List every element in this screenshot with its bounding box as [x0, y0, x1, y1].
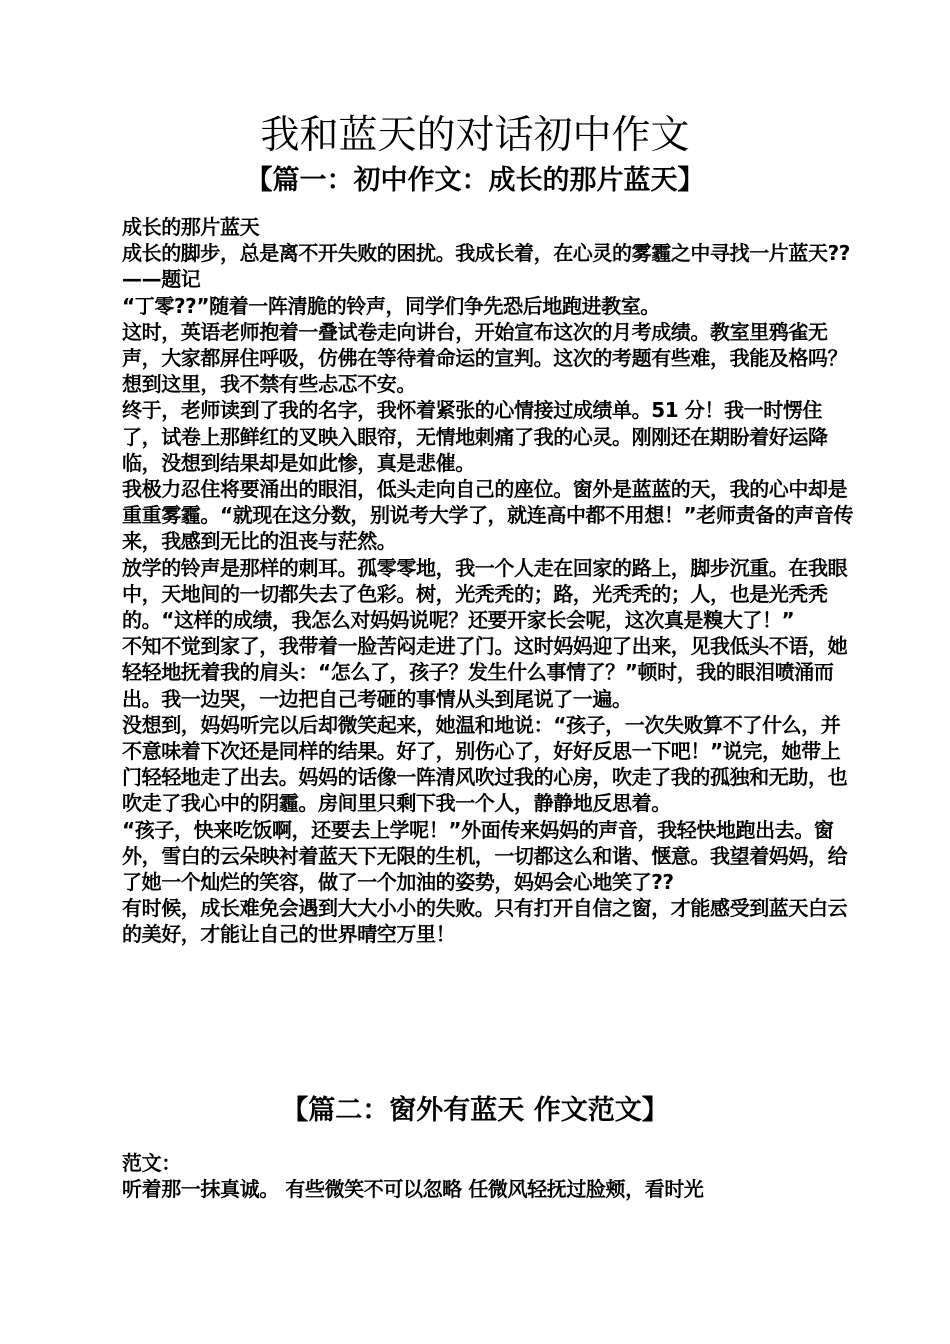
paragraph: “孩子，快来吃饭啊，还要去上学呢！”外面传来妈妈的声音，我轻快地跑出去。窗外，雪白的云朵映衬着蓝天下无限的生机，一切都这么和谐、惬意。我望着妈妈，给了她一个灿烂的笑容，做了一个加油的姿势，妈妈会心地笑了??	[122, 817, 848, 895]
essay-subtitle: 成长的那片蓝天	[122, 215, 260, 239]
paragraph: 放学的铃声是那样的刺耳。孤零零地，我一个人走在回家的路上，脚步沉重。在我眼中，天地间的一切都失去了色彩。树，光秃秃的；路，光秃秃的；人，也是光秃秃的。“这样的成绩，我怎么对妈妈说呢？还要开家长会呢，这次真是糗大了！”	[122, 555, 848, 633]
paragraph: 成长的脚步，总是离不开失败的困扰。我成长着，在心灵的雾霾之中寻找一片蓝天?? ——题记	[122, 241, 851, 292]
document-title: 我和蓝天的对话初中作文	[260, 113, 690, 158]
paragraph: 终于，老师读到了我的名字，我怀着紧张的心情接过成绩单。51 分！我一时愣住了，试卷上那鲜红的叉映入眼帘，无情地刺痛了我的心灵。刚刚还在期盼着好运降临，没想到结果却是如此惨，真是悲催。	[122, 398, 828, 475]
paragraph: 范文：	[122, 1151, 181, 1175]
section-1-body	[116, 214, 856, 948]
section-heading-1: 【篇一：初中作文：成长的那片蓝天】	[245, 165, 705, 196]
paragraph: 没想到，妈妈听完以后却微笑起来，她温和地说：“孩子，一次失败算不了什么，并不意味着下次还是同样的结果。好了，别伤心了，好好反思一下吧！”说完，她带上门轻轻地走了出去。妈妈的话像一阵清风吹过我的心房，吹走了我的孤独和无助，也吹走了我心中的阴霾。房间里只剩下我一个人，静静地反思着。	[122, 712, 848, 816]
paragraph: 有时候，成长难免会遇到大大小小的失败。只有打开自信之窗，才能感受到蓝天白云的美好，才能让自己的世界晴空万里！	[122, 896, 848, 947]
paragraph: “丁零??”随着一阵清脆的铃声，同学们争先恐后地跑进教室。	[122, 293, 660, 318]
paragraph: 这时，英语老师抱着一叠试卷走向讲台，开始宣布这次的月考成绩。教室里鸦雀无声，大家都屏住呼吸，仿佛在等待着命运的宣判。这次的考题有些难，我能及格吗？想到这里，我不禁有些忐忑不安。	[122, 319, 848, 397]
section-2-body	[116, 1150, 856, 1202]
paragraph: 不知不觉到家了，我带着一脸苦闷走进了门。这时妈妈迎了出来，见我低头不语，她轻轻地抚着我的肩头：“怎么了，孩子？发生什么事情了？”顿时，我的眼泪喷涌而出。我一边哭，一边把自己考砸的事情从头到尾说了一遍。	[122, 634, 848, 711]
paragraph: 我极力忍住将要涌出的眼泪，低头走向自己的座位。窗外是蓝蓝的天，我的心中却是重重雾霾。“就现在这分数，别说考大学了，就连高中都不用想！”老师责备的声音传来，我感到无比的沮丧与茫然。	[122, 477, 854, 554]
section-heading-2: 【篇二：窗外有蓝天 作文范文】	[281, 1095, 669, 1126]
paragraph: 听着那一抹真诚。 有些微笑不可以忽略 任微风轻抚过脸颊，看时光	[122, 1177, 704, 1202]
